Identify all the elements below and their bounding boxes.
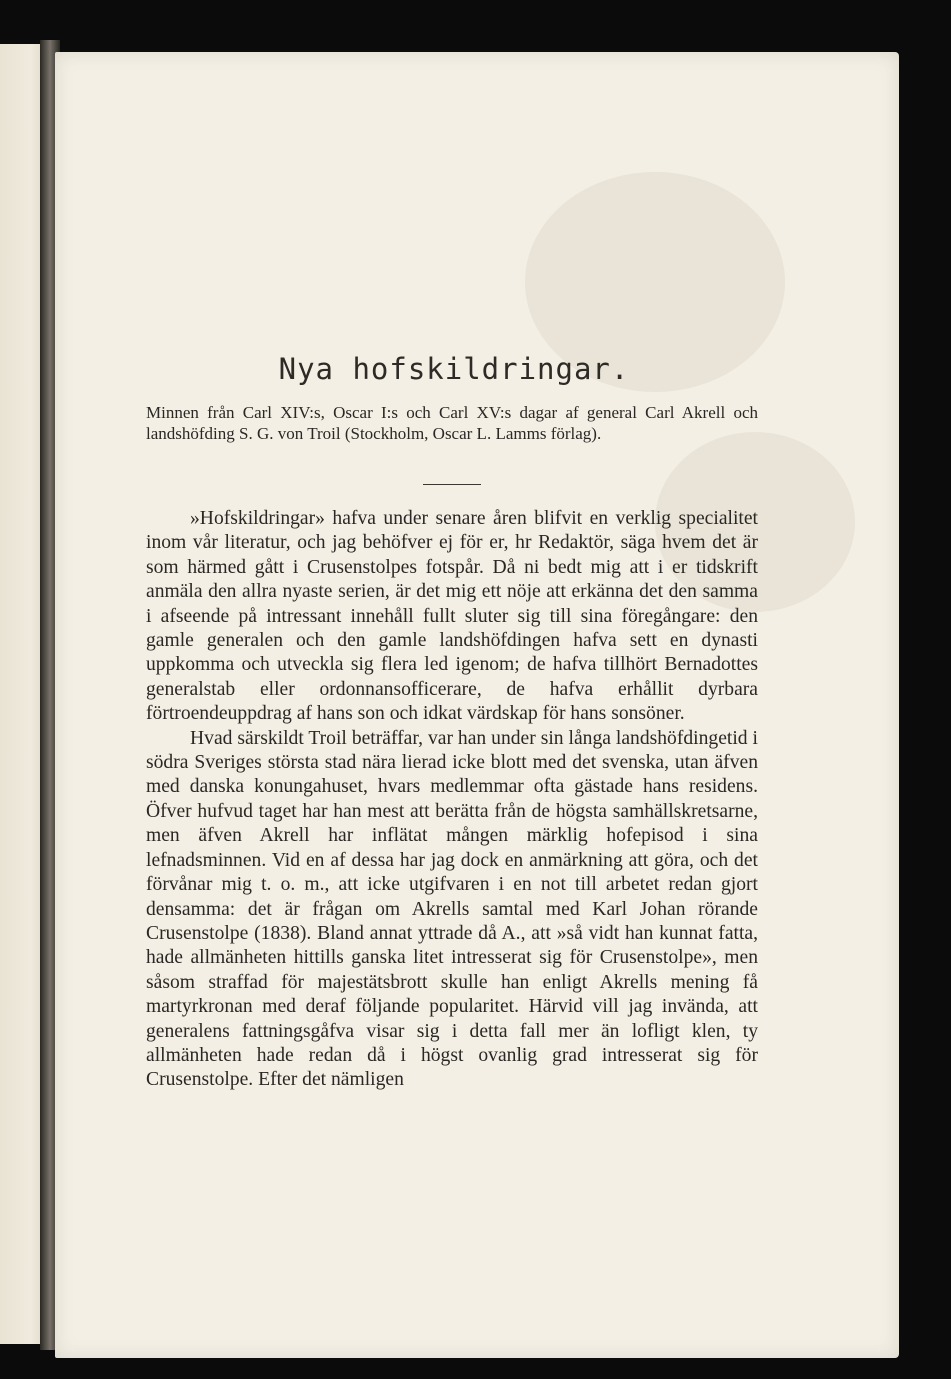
article-title: Nya hofskildringar.	[278, 352, 630, 386]
article	[146, 352, 758, 1093]
body-paragraph: Hvad särskildt Troil beträffar, var han under sin långa landshöfdingetid i södra Sveriges största stad nära lierad icke blott med det svenska, utan äfven med danska konungahuset, hvars medlemmar ofta gästade hans residens. Öfver hufvud taget har han mest att berätta från de högsta samhällskretsarne, men äfven Akrell har inflätat mången märklig hofepisod i sina lefnadsminnen. Vid en af dessa har jag dock en anmärkning att göra, och det förvånar mig t. o. m., att icke utgifvaren i en not till arbetet redan gjort densamma: det är frågan om Akrells samtal med Karl Johan rörande Crusenstolpe (1838). Bland annat yttrade då A., att »så vidt han kunnat fatta, hade allmänheten hittills ganska litet intresserat sig för Crusenstolpe», men såsom straffad för majestätsbrott skulle han enligt Akrells mening få martyrkronan med deraf följande popularitet. Härvid vill jag invända, att generalens fattningsgåfva visar sig i detta fall mer än lofligt klen, ty allmänheten hade redan då i högst ovanlig grad intresserat sig för Crusenstolpe. Efter det nämligen	[146, 727, 758, 1091]
body-paragraph: »Hofskildringar» hafva under senare åren blifvit en verklig specialitet inom vår literatur, och jag behöfver ej för er, hr Redaktör, säga hvem det är som härmed gått i Crusenstolpes fotspår. Då ni bedt mig att i er tidskrift anmäla den allra nyaste serien, är det mig ett nöje att erkänna det den samma i afseende på intressant innehåll fullt sluter sig till sina föregångare: den gamle generalen och den gamle landshöfdingen hafva sett en dynasti uppkomma och utveckla sig flera led igenom; de hafva tillhört Bernadottes generalstab eller ordonnansofficerare, de hafva erhållit dyrbara förtroendeuppdrag af hans son och idkat värdskap för hans sonsöner.	[146, 508, 758, 725]
article-subtitle: Minnen från Carl XIV:s, Oscar I:s och Carl XV:s dagar af general Carl Akrell och landshöfding S. G. von Troil (Stockholm, Oscar L. Lamms förlag).	[146, 403, 758, 443]
section-divider	[423, 484, 481, 485]
